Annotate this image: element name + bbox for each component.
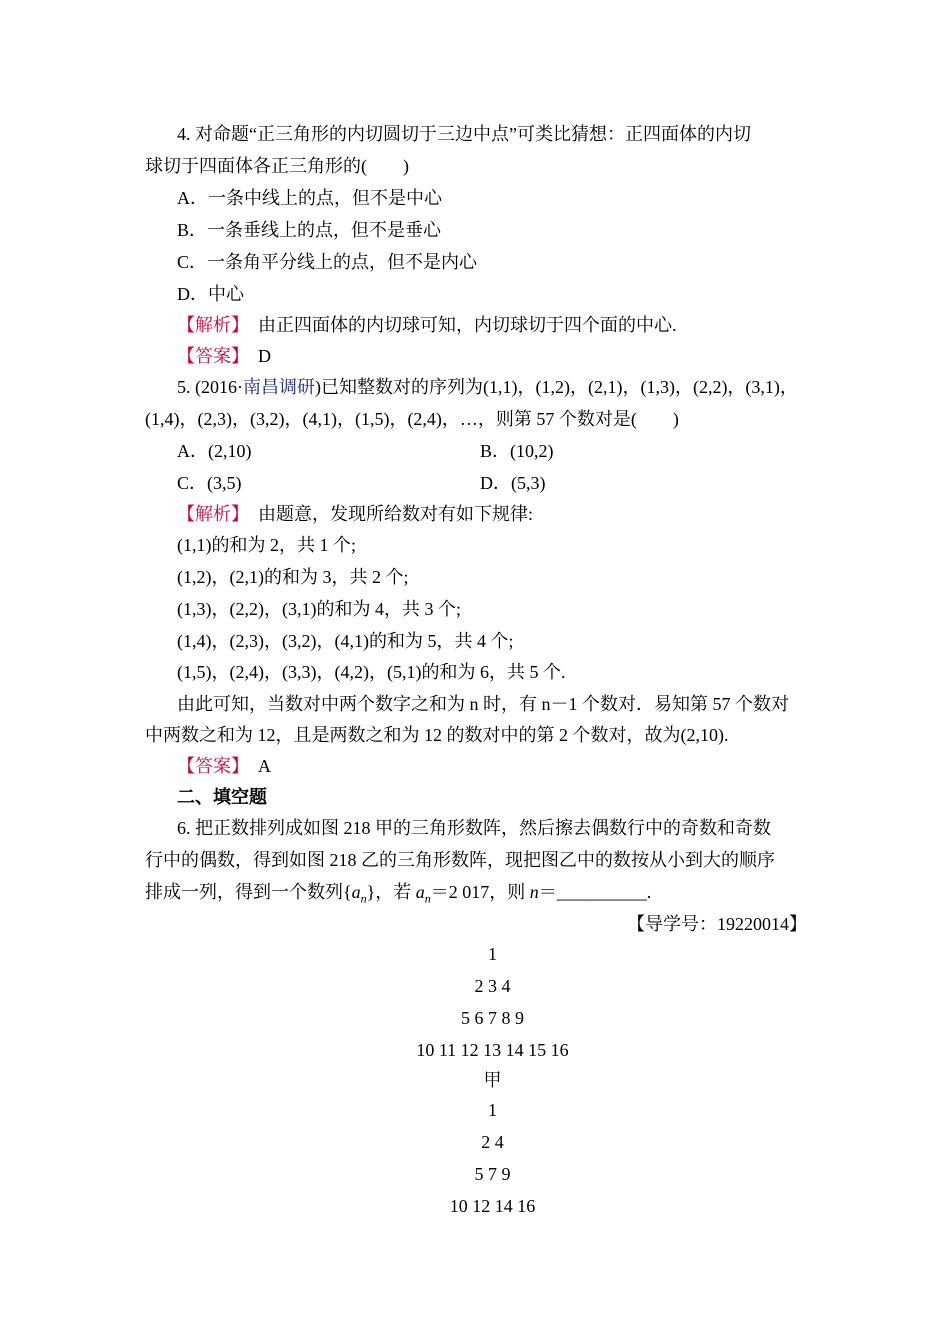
q4-analysis-text: 由正四面体的内切球可知，内切球切于四个面的中心. xyxy=(240,315,677,335)
q4-analysis xyxy=(177,309,842,341)
q5-answer-text: A xyxy=(240,756,271,776)
q4-option-a: A．一条中线上的点，但不是中心 xyxy=(177,188,442,208)
q5-analysis xyxy=(177,498,842,530)
jia-row-3: 5 6 7 8 9 xyxy=(461,1008,524,1028)
jia-row-1: 1 xyxy=(488,944,497,964)
q5-stem-line1: 5. (2016·南昌调研)已知整数对的序列为(1,1)，(1,2)，(2,1)，(1,3)，(2,2)，(3,1)， xyxy=(177,377,798,397)
analysis-tag: 【解析】 xyxy=(177,504,240,524)
q6-stem-line3: 排成一列，得到一个数列$\{a_n\}$，若 $a_n=2$ 017，则 n＝__________. xyxy=(145,882,652,906)
yi-row-2: 2 4 xyxy=(481,1132,504,1152)
q4-option-b: B．一条垂线上的点，但不是垂心 xyxy=(177,220,442,240)
guide-number: 【导学号：19220014】 xyxy=(627,914,807,934)
analysis-tag: 【解析】 xyxy=(177,315,240,335)
q5-option-d: D．(5,3) xyxy=(480,473,546,493)
section-heading: 二、填空题 xyxy=(177,787,267,807)
q5-rule-1: (1,1)的和为 2，共 1 个; xyxy=(177,535,356,555)
q5-conclusion-line2: 中两数之和为 12，且是两数之和为 12 的数对中的第 2 个数对，故为(2,10). xyxy=(145,725,729,745)
q5-conclusion-line1: 由此可知，当数对中两个数字之和为 n 时，有 n－1 个数对．易知第 57 个数对 xyxy=(177,694,789,714)
q5-rule-2: (1,2)，(2,1)的和为 3，共 2 个; xyxy=(177,567,409,587)
q5-rule-3: (1,3)，(2,2)，(3,1)的和为 4，共 3 个; xyxy=(177,599,461,619)
jia-label: 甲 xyxy=(483,1070,502,1090)
jia-row-2: 2 3 4 xyxy=(474,976,511,996)
q4-stem-line1: 4. 对命题“正三角形的内切圆切于三边中点”可类比猜想：正四面体的内切 xyxy=(177,124,751,144)
q5-answer xyxy=(177,750,842,782)
q4-answer-text: D xyxy=(240,346,271,366)
jia-row-4: 10 11 12 13 14 15 16 xyxy=(416,1040,569,1060)
q4-answer xyxy=(177,340,842,372)
q6-stem-line2: 行中的偶数，得到如图 218 乙的三角形数阵，现把图乙中的数按从小到大的顺序 xyxy=(145,850,775,870)
yi-row-3: 5 7 9 xyxy=(474,1164,511,1184)
q5-rule-4: (1,4)，(2,3)，(3,2)，(4,1)的和为 5，共 4 个; xyxy=(177,631,514,651)
q5-option-b: B．(10,2) xyxy=(480,441,554,461)
q4-option-d: D．中心 xyxy=(177,284,244,304)
answer-tag: 【答案】 xyxy=(177,346,240,366)
yi-row-4: 10 12 14 16 xyxy=(449,1196,536,1216)
yi-row-1: 1 xyxy=(488,1100,497,1120)
q5-rule-5: (1,5)，(2,4)，(3,3)，(4,2)，(5,1)的和为 6，共 5 个. xyxy=(177,662,566,682)
q4-stem-line2: 球切于四面体各正三角形的( ) xyxy=(145,156,409,176)
q6-stem-line1: 6. 把正数排列成如图 218 甲的三角形数阵，然后擦去偶数行中的奇数和奇数 xyxy=(177,818,771,838)
q5-source: 南昌调研 xyxy=(243,377,315,397)
q5-stem-line2: (1,4)，(2,3)，(3,2)，(4,1)，(1,5)，(2,4)，…，则第 57 个数对是( ) xyxy=(145,409,679,429)
q4-option-c: C．一条角平分线上的点，但不是内心 xyxy=(177,252,478,272)
q5-option-c: C．(3,5) xyxy=(177,473,242,493)
q5-analysis-text: 由题意，发现所给数对有如下规律: xyxy=(240,504,533,524)
answer-tag: 【答案】 xyxy=(177,756,240,776)
q5-option-a: A．(2,10) xyxy=(177,441,252,461)
